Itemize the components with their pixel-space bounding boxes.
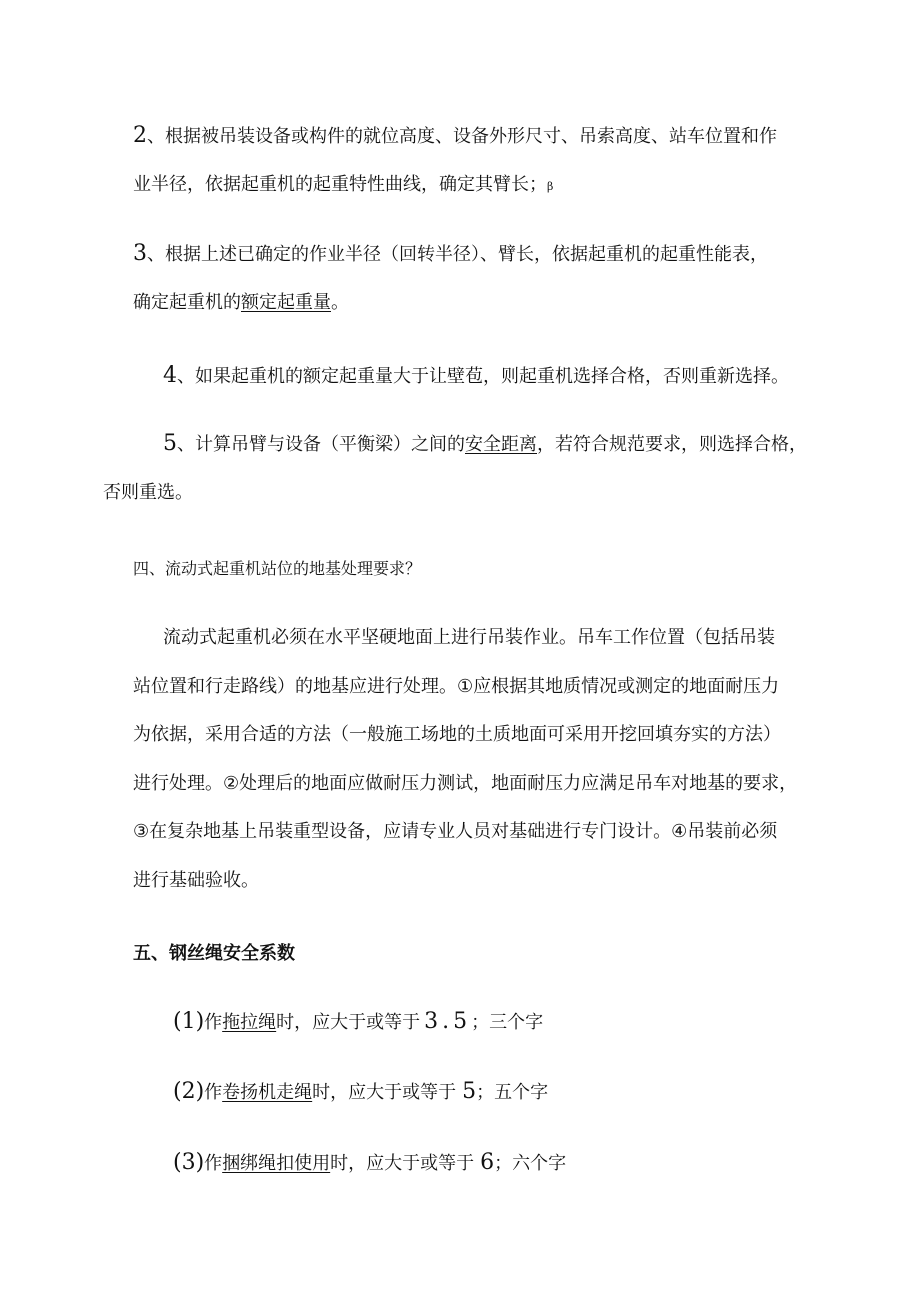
paragraph-5-line1-end: ，若符合规范要求，则选择合格， bbox=[537, 434, 807, 455]
paragraph-3-line1: 、根据上述已确定的作业半径（回转半径）、臂长，依据起重机的起重性能表， bbox=[147, 244, 768, 265]
wire-rope-item-3-note: ；六个字 bbox=[494, 1153, 567, 1174]
section-4-line-1: 流动式起重机必须在水平坚硬地面上进行吊装作业。吊车工作位置（包括吊装 bbox=[163, 627, 775, 648]
paragraph-4-number: 4 bbox=[163, 363, 177, 388]
section-4-line-5: ③在复杂地基上吊装重型设备，应请专业人员对基础进行专门设计。④吊装前必须 bbox=[133, 821, 778, 842]
paragraph-4-text: 、如果起重机的额定起重量大于让壁苞，则起重机选择合格，否则重新选择。 bbox=[177, 366, 789, 387]
wire-rope-item-1-note: ；三个字 bbox=[471, 1012, 544, 1033]
section-4-line-2: 站位置和行走路线）的地基应进行处理。①应根据其地质情况或测定的地面耐压力 bbox=[133, 675, 780, 697]
wire-rope-item-1-value: 3.5 bbox=[424, 1009, 472, 1034]
wire-rope-item-3-value: 6 bbox=[480, 1150, 495, 1175]
paragraph-2-line2: 业半径，依据起重机的起重特性曲线，确定其臂长； bbox=[133, 174, 547, 195]
wire-rope-item-2-prefix: 作 bbox=[204, 1082, 223, 1103]
wire-rope-item-1-condition: 时，应大于或等于 bbox=[276, 1012, 421, 1033]
wire-rope-item-3-number: (3) bbox=[173, 1150, 205, 1175]
binding-rope-term: 捆绑绳扣使用 bbox=[222, 1153, 331, 1174]
section-4-body bbox=[133, 614, 813, 905]
wire-rope-item-3 bbox=[173, 1148, 566, 1179]
section-4-line-6: 进行基础验收。 bbox=[133, 869, 259, 891]
paragraph-5-number: 5 bbox=[163, 431, 177, 456]
paragraph-5 bbox=[103, 420, 823, 517]
wire-rope-item-2 bbox=[173, 1077, 548, 1108]
paragraph-2-mark: β bbox=[547, 180, 554, 193]
wire-rope-item-3-prefix: 作 bbox=[204, 1153, 223, 1174]
paragraph-3 bbox=[133, 230, 813, 327]
wire-rope-item-1-number: (1) bbox=[173, 1009, 205, 1034]
paragraph-2 bbox=[133, 112, 813, 211]
paragraph-4 bbox=[163, 352, 823, 401]
section-4-title: 四、流动式起重机站位的地基处理要求？ bbox=[133, 559, 422, 578]
wire-rope-item-3-condition: 时，应大于或等于 bbox=[330, 1153, 475, 1174]
towing-rope-term: 拖拉绳 bbox=[222, 1012, 277, 1033]
paragraph-3-number: 3 bbox=[133, 241, 147, 266]
paragraph-2-number: 2 bbox=[133, 123, 147, 148]
wire-rope-item-2-number: (2) bbox=[173, 1079, 205, 1104]
section-4-line-4: 进行处理。②处理后的地面应做耐压力测试，地面耐压力应满足吊车对地基的要求， bbox=[133, 772, 798, 794]
winch-running-rope-term: 卷扬机走绳 bbox=[222, 1082, 313, 1103]
wire-rope-item-2-value: 5 bbox=[462, 1079, 477, 1104]
paragraph-3-line2-start: 确定起重机的 bbox=[133, 292, 241, 313]
wire-rope-item-2-note: ；五个字 bbox=[476, 1082, 549, 1103]
paragraph-5-line2: 否则重选。 bbox=[103, 482, 193, 503]
section-5-title: 五、钢丝绳安全系数 bbox=[133, 943, 295, 964]
paragraph-2-line1: 、根据被吊装设备或构件的就位高度、设备外形尺寸、吊索高度、站车位置和作 bbox=[147, 126, 777, 147]
wire-rope-item-1 bbox=[173, 1007, 543, 1038]
paragraph-3-line2-end: 。 bbox=[331, 292, 349, 313]
safety-distance-link: 安全距离 bbox=[465, 434, 537, 455]
wire-rope-item-1-prefix: 作 bbox=[204, 1012, 223, 1033]
wire-rope-item-2-condition: 时，应大于或等于 bbox=[312, 1082, 457, 1103]
rated-lifting-capacity-link: 额定起重量 bbox=[241, 292, 331, 313]
section-4-line-3: 为依据，采用合适的方法（一般施工场地的土质地面可采用开挖回填夯实的方法） bbox=[133, 724, 781, 745]
paragraph-5-line1-start: 、计算吊臂与设备（平衡梁）之间的 bbox=[177, 434, 465, 455]
